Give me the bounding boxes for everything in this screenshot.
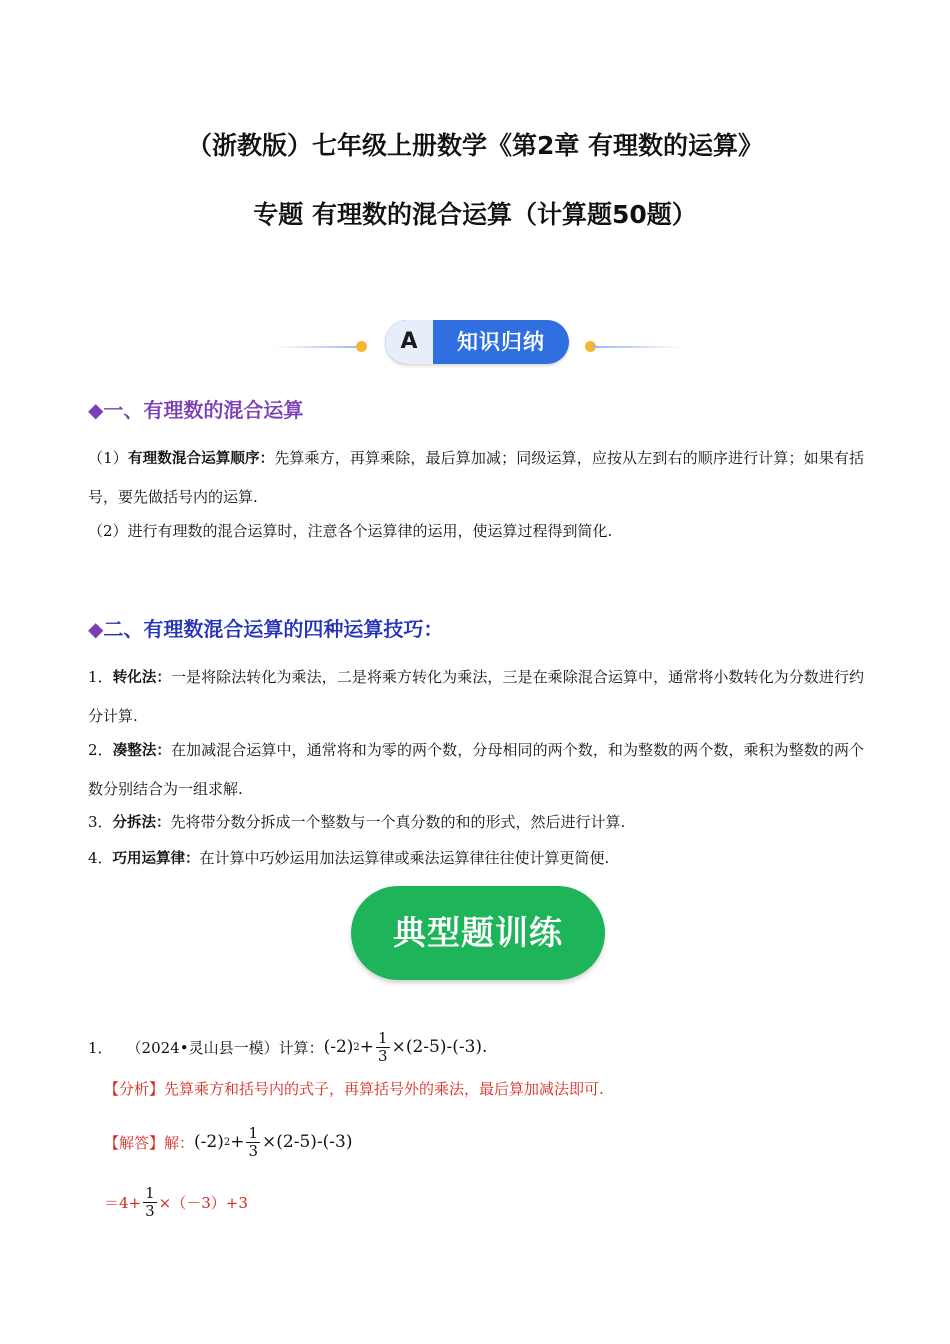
expr-part: ×(2-5)-(-3) [262, 1132, 353, 1152]
expr-plus: + [359, 1037, 375, 1057]
item-prefix: （1） [88, 449, 128, 467]
fraction-denominator: 3 [378, 1046, 388, 1065]
document-title: （浙教版）七年级上册数学《第2章 有理数的运算》 [186, 131, 764, 160]
banner-line-left [272, 346, 362, 348]
fraction-numerator: 1 [378, 1028, 388, 1047]
item-prefix: 2． [88, 741, 113, 759]
technique-item [88, 731, 864, 808]
solution-step-1 [104, 1180, 248, 1224]
item-text: 一是将除法转化为乘法，二是将乘方转化为乘法，三是在乘除混合运算中，通常将小数转化为分数进行约分计算. [88, 668, 865, 725]
expr-plus: + [230, 1132, 245, 1152]
fraction-denominator: 3 [145, 1201, 155, 1220]
typical-problems-banner [351, 886, 605, 980]
fraction [143, 1185, 157, 1220]
expr-exponent: 2 [353, 1041, 360, 1053]
banner-letter: A [400, 329, 418, 354]
analysis-text: 先算乘方和括号内的式子，再算括号外的乘法，最后算加减法即可. [164, 1080, 604, 1098]
item-keyword: 有理数混合运算顺序： [127, 451, 275, 467]
question-expression [324, 1030, 488, 1065]
section1-heading-text: 一、有理数的混合运算 [103, 398, 304, 422]
fraction-denominator: 3 [248, 1141, 259, 1160]
item-text: 在加减混合运算中，通常将和为零的两个数，分母相同的两个数，和为整数的两个数，乘积为整数的两个数分别结合为一组求解. [88, 741, 865, 798]
banner-line-right [592, 346, 682, 348]
section2-heading-text: 二、有理数混合运算的四种运算技巧： [103, 617, 444, 641]
diamond-icon: ◆ [88, 617, 104, 641]
fraction [246, 1125, 260, 1160]
analysis-tag: 【分析】 [104, 1080, 165, 1098]
step-prefix: ＝4+ [104, 1193, 142, 1212]
typical-problems-label: 典型题训练 [393, 913, 563, 952]
expr-part: (-2) [194, 1132, 224, 1152]
banner-dot-left [356, 341, 367, 352]
item-keyword: 巧用运算律： [112, 851, 200, 867]
section1-item1 [88, 439, 864, 516]
answer-expression [194, 1125, 352, 1160]
banner-label: 知识归纳 [457, 330, 545, 354]
technique-item [88, 803, 864, 842]
document-subtitle: 专题 有理数的混合运算（计算题50题） [253, 200, 697, 229]
fraction [376, 1030, 390, 1065]
answer-tag: 【解答】 [104, 1133, 165, 1152]
section2-heading [88, 613, 443, 642]
expr-exponent: 2 [223, 1136, 231, 1148]
answer-line [104, 1120, 353, 1164]
section1-item2: （2）进行有理数的混合运算时，注意各个运算律的运用，使运算过程得到简化. [88, 522, 613, 540]
item-text: 先将带分数分拆成一个整数与一个真分数的和的形式，然后进行计算. [170, 813, 626, 831]
item-prefix: 1． [88, 668, 113, 686]
technique-item [88, 658, 864, 735]
item-keyword: 分拆法： [112, 815, 171, 831]
question-source: （2024•灵山县一模）计算： [126, 1038, 324, 1057]
analysis-line [104, 1078, 604, 1099]
diamond-icon: ◆ [88, 398, 104, 422]
item-keyword: 凑整法： [112, 743, 171, 759]
item-keyword: 转化法： [112, 670, 171, 686]
answer-prefix: 解： [164, 1133, 195, 1152]
item-text: 先算乘方，再算乘除，最后算加减；同级运算，应按从左到右的顺序进行计算；如果有括号，要先做括号内的运算. [88, 449, 865, 506]
question-number: 1． [88, 1038, 113, 1057]
step-suffix: ×（－3）+3 [158, 1193, 248, 1212]
item-prefix: 3． [88, 813, 113, 831]
fraction-numerator: 1 [248, 1123, 259, 1142]
knowledge-banner [385, 320, 569, 364]
item-text: 在计算中巧妙运用加法运算律或乘法运算律往往使计算更简便. [199, 849, 610, 867]
section1-heading [88, 394, 303, 423]
technique-item [88, 839, 864, 878]
expr-part: (-2) [323, 1037, 354, 1057]
expr-part: ×(2-5)-(-3). [391, 1037, 488, 1057]
fraction-numerator: 1 [145, 1183, 155, 1202]
item-prefix: 4． [88, 849, 113, 867]
question-1 [88, 1027, 487, 1067]
